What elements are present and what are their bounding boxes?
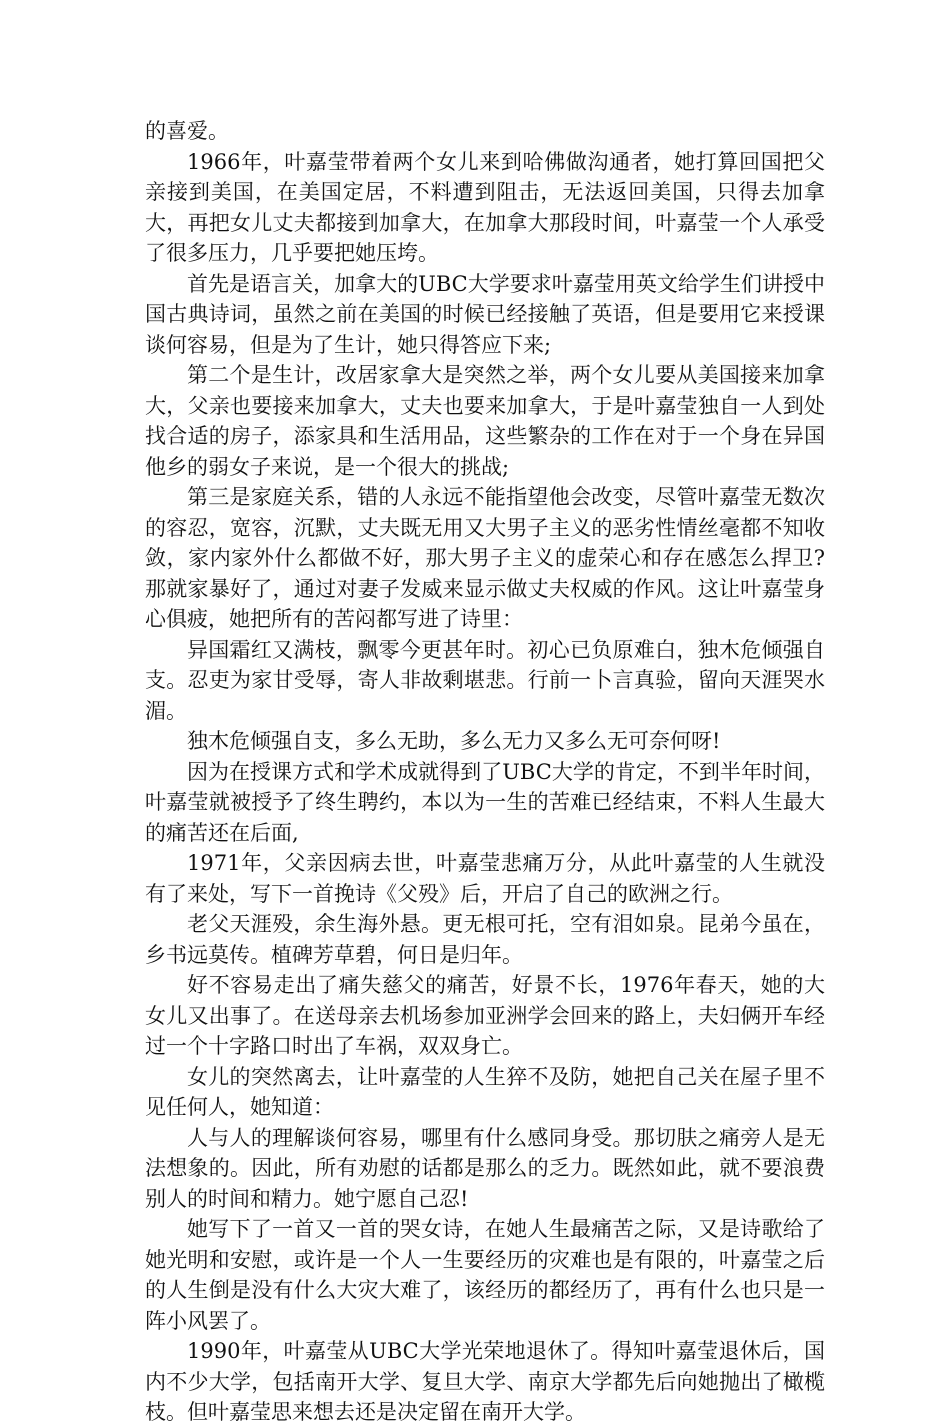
paragraph-understanding: 人与人的理解谈何容易，哪里有什么感同身受。那切肤之痛旁人是无法想象的。因此，所有劝慰的话都是那么的乏力。既然如此，就不要浪费别人的时间和精力。她宁愿自己忍! <box>145 1125 825 1211</box>
document-body <box>145 116 825 1428</box>
poem-paragraph-2: 老父天涯殁，余生海外悬。更无根可托，空有泪如泉。昆弟今虽在，乡书远莫传。植碑芳草碧，何日是归年。 <box>145 912 825 967</box>
poem-paragraph-1: 异国霜红又满枝，飘零今更甚年时。初心已负原难白，独木危倾强自支。忍吏为家甘受辱，寄人非故剩堪悲。行前一卜言真验，留向天涯哭水湄。 <box>145 637 825 723</box>
paragraph-1976: 好不容易走出了痛失慈父的痛苦，好景不长，1976年春天，她的大女儿又出事了。在送母亲去机场参加亚洲学会回来的路上，夫妇俩开车经过一个十字路口时出了车祸，双双身亡。 <box>145 973 825 1058</box>
paragraph-livelihood: 第二个是生计，改居家拿大是突然之举，两个女儿要从美国接来加拿大，父亲也要接来加拿大，丈夫也要来加拿大，于是叶嘉莹独自一人到处找合适的房子，添家具和生活用品，这些繁杂的工作在对于一个身在异国他乡的弱女子来说，是一个很大的挑战; <box>145 363 825 479</box>
paragraph-daughter: 女儿的突然离去，让叶嘉莹的人生猝不及防，她把自己关在屋子里不见任何人，她知道： <box>145 1064 825 1119</box>
paragraph-1966: 1966年，叶嘉莹带着两个女儿来到哈佛做沟通者，她打算回国把父亲接到美国，在美国定居，不料遭到阻击，无法返回美国，只得去加拿大，再把女儿丈夫都接到加拿大，在加拿大那段时间，叶嘉莹一个人承受了很多压力，几乎要把她压垮。 <box>145 149 825 265</box>
paragraph-tenure: 因为在授课方式和学术成就得到了UBC大学的肯定，不到半年时间，叶嘉莹就被授予了终生聘约，本以为一生的苦难已经结束，不料人生最大的痛苦还在后面, <box>145 759 825 845</box>
paragraph-1990: 1990年，叶嘉莹从UBC大学光荣地退休了。得知叶嘉莹退休后，国内不少大学，包括南开大学、复旦大学、南京大学都先后向她抛出了橄榄枝。但叶嘉莹思来想去还是决定留在南开大学。 <box>145 1339 825 1424</box>
paragraph-family: 第三是家庭关系，错的人永远不能指望他会改变，尽管叶嘉莹无数次的容忍，宽容，沉默，丈夫既无用又大男子主义的恶劣性情丝毫都不知收敛，家内家外什么都做不好，那大男子主义的虚荣心和存在感怎么捍卫?那就家暴好了，通过对妻子发威来显示做丈夫权威的作风。这让叶嘉莹身心俱疲，她把所有的苦闷都写进了诗里： <box>145 485 825 631</box>
paragraph-1971: 1971年，父亲因病去世，叶嘉莹悲痛万分，从此叶嘉莹的人生就没有了来处，写下一首挽诗《父殁》后，开启了自己的欧洲之行。 <box>145 851 825 906</box>
paragraph-language: 首先是语言关，加拿大的UBC大学要求叶嘉莹用英文给学生们讲授中国古典诗词，虽然之前在美国的时候已经接触了英语，但是要用它来授课谈何容易，但是为了生计，她只得答应下来; <box>145 271 825 357</box>
paragraph-poems: 她写下了一首又一首的哭女诗，在她人生最痛苦之际，又是诗歌给了她光明和安慰，或许是一个人一生要经历的灾难也是有限的，叶嘉莹之后的人生倒是没有什么大灾大难了，该经历的都经历了，再有什么也只是一阵小风罢了。 <box>145 1217 825 1333</box>
paragraph-helpless: 独木危倾强自支，多么无助，多么无力又多么无可奈何呀! <box>187 729 721 753</box>
paragraph-continuation: 的喜爱。 <box>145 119 229 143</box>
